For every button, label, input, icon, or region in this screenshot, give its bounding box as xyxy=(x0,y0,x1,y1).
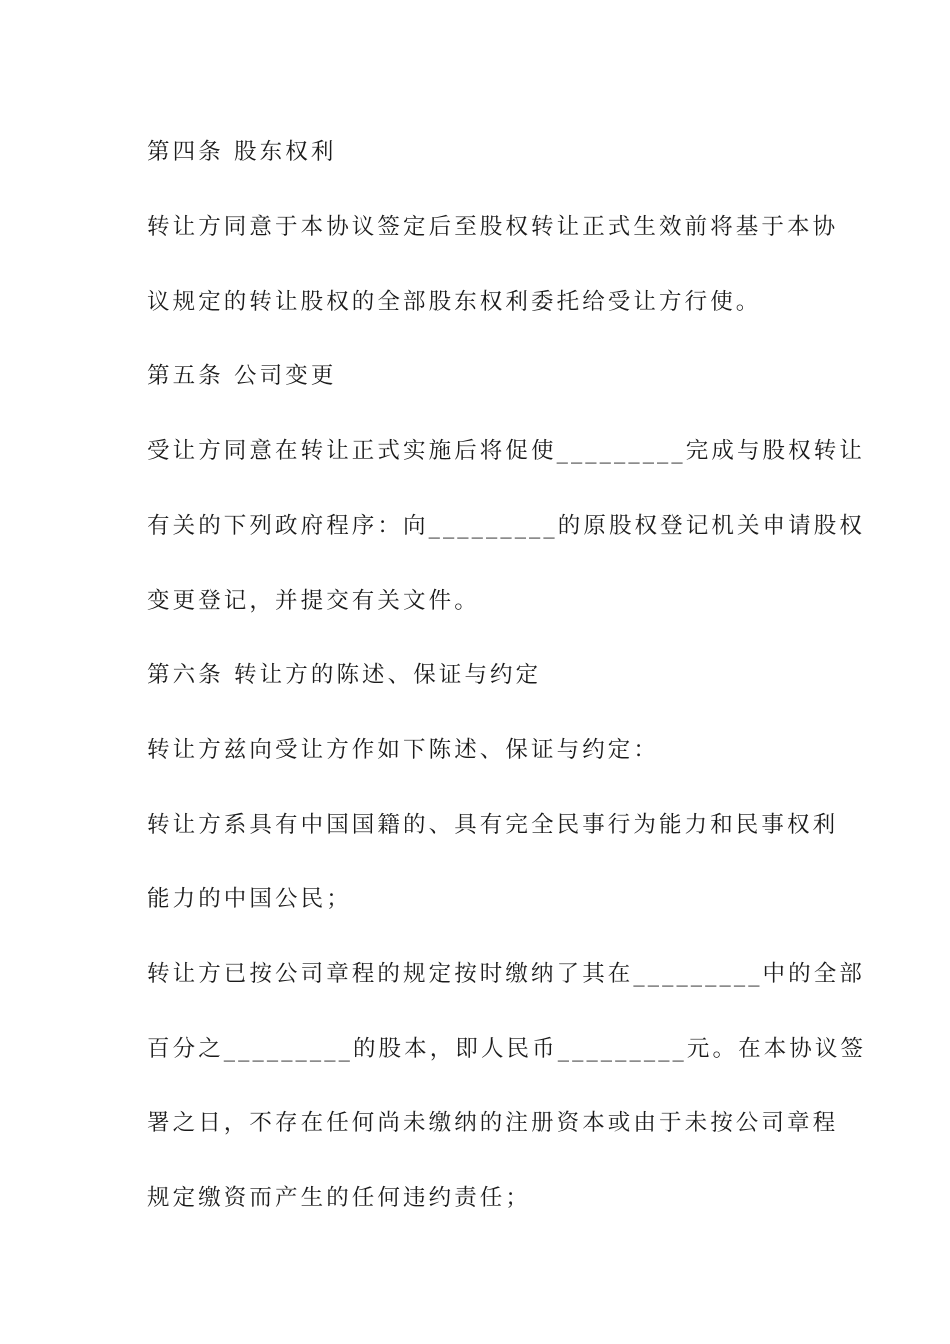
clause-2-line-3: 署之日，不存在任何尚未缴纳的注册资本或由于未按公司章程 xyxy=(147,1110,839,1136)
clause-1-line-2: 能力的中国公民； xyxy=(147,886,352,912)
article-6-intro: 转让方兹向受让方作如下陈述、保证与约定： xyxy=(147,737,660,763)
article-4-heading: 第四条 股东权利 xyxy=(147,139,337,165)
article-4-paragraph-line-1: 转让方同意于本协议签定后至股权转让正式生效前将基于本协 xyxy=(147,214,839,240)
article-5-heading: 第五条 公司变更 xyxy=(147,363,337,389)
article-6-heading: 第六条 转让方的陈述、保证与约定 xyxy=(147,662,542,688)
clause-2-line-4: 规定缴资而产生的任何违约责任； xyxy=(147,1185,532,1211)
clause-2-line-2: 百分之_________的股本，即人民币_________元。在本协议签 xyxy=(147,1036,867,1062)
article-4-paragraph-line-2: 议规定的转让股权的全部股东权利委托给受让方行使。 xyxy=(147,289,762,315)
clause-2-line-1: 转让方已按公司章程的规定按时缴纳了其在_________中的全部 xyxy=(147,961,865,987)
article-5-paragraph-line-3: 变更登记，并提交有关文件。 xyxy=(147,588,480,614)
article-5-paragraph-line-2: 有关的下列政府程序：向_________的原股权登记机关申请股权 xyxy=(147,513,865,539)
clause-1-line-1: 转让方系具有中国国籍的、具有完全民事行为能力和民事权利 xyxy=(147,812,839,838)
article-5-paragraph-line-1: 受让方同意在转让正式实施后将促使_________完成与股权转让 xyxy=(147,438,865,464)
